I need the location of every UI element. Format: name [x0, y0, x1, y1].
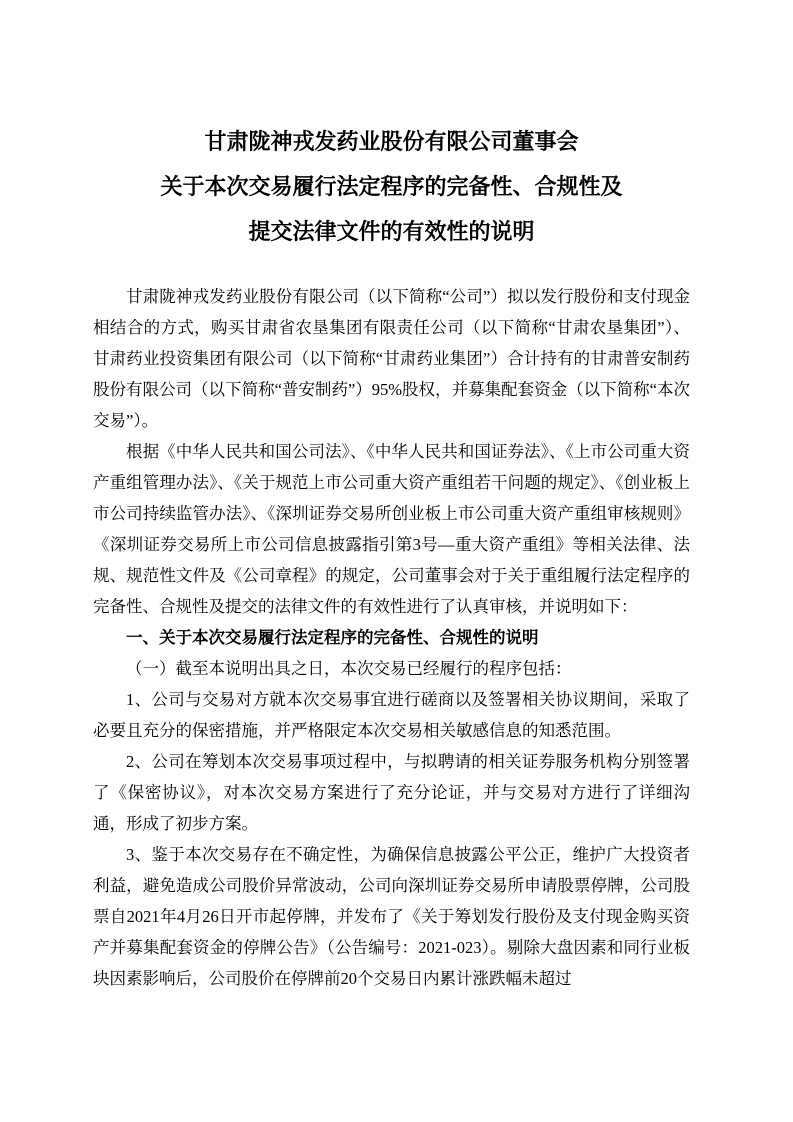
paragraph-legal-basis: 根据《中华人民共和国公司法》、《中华人民共和国证券法》、《上市公司重大资产重组管理办法》、《关于规范上市公司重大资产重组若干问题的规定》、《创业板上市公司持续监管办法》、《深圳证券交易所创业板上市公司重大资产重组审核规则》《深圳证券交易所上市公司信息披露指引第3号—重大资产重组》等相关法律、法规、规范性文件及《公司章程》的规定，公司董事会对于关于重组履行法定程序的完备性、合规性及提交的法律文件的有效性进行了认真审核，并说明如下：: [93, 442, 690, 616]
paragraph-intro-transaction: 甘肃陇神戎发药业股份有限公司（以下简称“公司”）拟以发行股份和支付现金相结合的方式，购买甘肃省农垦集团有限责任公司（以下简称“甘肃农垦集团”）、甘肃药业投资集团有限公司（以下简称“甘肃药业集团”）合计持有的甘肃普安制药股份有限公司（以下简称“普安制药”）95%股权，并募集配套资金（以下简称“本次交易”）。: [93, 287, 690, 430]
title-line-1: 甘肃陇神戎发药业股份有限公司董事会: [204, 129, 579, 154]
paragraph-item-2: 2、公司在筹划本次交易事项过程中，与拟聘请的相关证券服务机构分别签署了《保密协议》，对本次交易方案进行了充分论证，并与交易对方进行了详细沟通，形成了初步方案。: [93, 752, 690, 833]
document-title: [93, 119, 690, 254]
title-line-3: 提交法律文件的有效性的说明: [248, 219, 535, 244]
document-body: [93, 281, 690, 994]
paragraph-item-3: 3、鉴于本次交易存在不确定性，为确保信息披露公平公正，维护广大投资者利益，避免造成公司股价异常波动，公司向深圳证券交易所申请股票停牌，公司股票自2021年4月26日开市起停牌，并发布了《关于筹划发行股份及支付现金购买资产并募集配套资金的停牌公告》（公告编号：2021-023）。剔除大盘因素和同行业板块因素影响后，公司股价在停牌前20个交易日内累计涨跌幅未超过: [93, 845, 690, 988]
paragraph-subsection-1: （一）截至本说明出具之日，本次交易已经履行的程序包括：: [126, 659, 572, 678]
section-heading-1: 一、关于本次交易履行法定程序的完备性、合规性的说明: [126, 628, 539, 647]
paragraph-item-1: 1、公司与交易对方就本次交易事宜进行磋商以及签署相关协议期间，采取了必要且充分的保密措施，并严格限定本次交易相关敏感信息的知悉范围。: [93, 690, 690, 740]
title-line-2: 关于本次交易履行法定程序的完备性、合规性及: [160, 174, 623, 199]
